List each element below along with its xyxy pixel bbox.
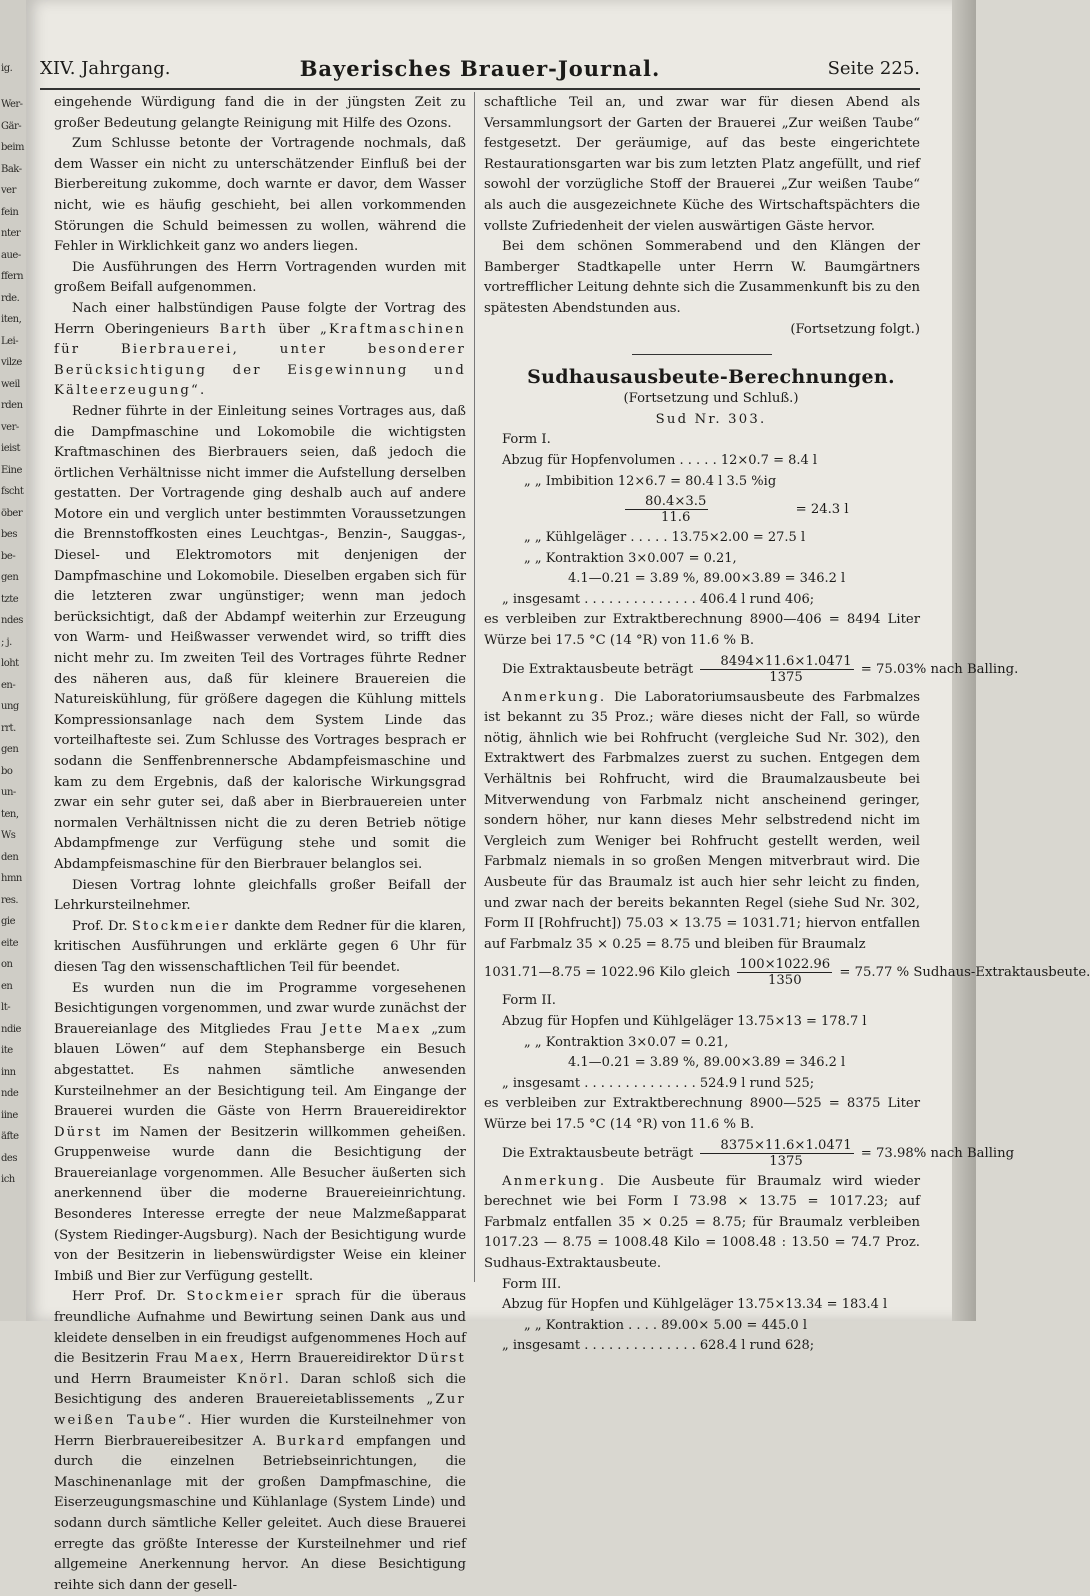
equation-result: = 75.77 % Sudhaus-Extraktausbeute. <box>839 965 1090 981</box>
adjacent-page-fragment: lt- <box>1 1002 11 1013</box>
adjacent-page-fragment: ; j. <box>1 636 12 648</box>
calc-line: 4.1—0.21 = 3.89 %, 89.00×3.89 = 346.2 l <box>568 1055 846 1071</box>
paragraph: Zum Schlusse betonte der Vortragende nochmals, daß dem Wasser ein nicht zu unterschätzender Einfluß bei der Bierbereitung zukomme, doch warnte er davor, dem Wasser nicht, wie es häufig geschieht, bei allen vorkommenden Störungen die Schuld beimessen zu wollen, während die Fehler in Wirklichkeit ganz wo anders liegen. <box>54 136 466 255</box>
calc-line: Abzug für Hopfenvolumen . . . . . 12×0.7 = 8.4 l <box>502 452 818 468</box>
fraction-denominator: 1375 <box>769 669 803 685</box>
volume-label: XIV. Jahrgang. <box>40 58 171 79</box>
adjacent-page-fragment: tzte <box>1 593 19 605</box>
adjacent-page-fragment: fscht <box>1 486 24 497</box>
calc-line: Abzug für Hopfen und Kühlgeläger 13.75×13.34 = 183.4 l <box>502 1297 888 1313</box>
calc-fraction-line <box>484 492 920 528</box>
adjacent-page-fragment: gen <box>1 744 19 755</box>
adjacent-page-fragment: bes <box>1 529 17 540</box>
paragraph: es verbleiben zur Extraktberechnung 8900—525 = 8375 Liter Würze bei 17.5 °C (14 °R) von 11.6 % B. <box>484 1096 920 1132</box>
paragraph-barth <box>54 299 466 402</box>
adjacent-page-fragment: en- <box>1 679 16 691</box>
calc-line: „ „ Kontraktion 3×0.07 = 0.21, <box>524 1034 729 1050</box>
adjacent-page-fragment: un- <box>1 787 16 798</box>
adjacent-page-fragment: on <box>1 959 13 970</box>
fraction-numerator: 8494×11.6×1.0471 <box>700 654 853 670</box>
thanks-text: empfangen und durch die einzelnen Betriebseinrichtungen, die Maschinenanlage mit der großen Dampfmaschine, die Eiserzeugungsmaschine und Kühlanlage (System Linde) und sodann durch sämtliche Keller geleitet. Auch diese Brauerei erregte das größte Interesse der Kursteilnehmer und rief allgemeine Anerkennung hervor. An diese Besichtigung reihte sich dann der gesell- <box>54 1433 466 1593</box>
adjacent-page-fragment: gen <box>1 572 19 583</box>
left-column <box>54 93 466 1596</box>
form-label: Form III. <box>502 1276 562 1292</box>
fraction-denominator: 11.6 <box>661 510 691 526</box>
adjacent-page-fragment: iine <box>1 1109 18 1121</box>
form-label: Form I. <box>502 432 551 448</box>
section-subtitle: (Fortsetzung und Schluß.) <box>623 391 799 407</box>
form-label: Form II. <box>502 993 556 1009</box>
adjacent-page-fragment: ich <box>1 1174 15 1185</box>
adjacent-page-fragment: hmn <box>1 873 22 884</box>
column-divider <box>474 92 475 1282</box>
page-number: Seite 225. <box>827 58 920 79</box>
paragraph: eingehende Würdigung fand die in der jüngsten Zeit zu großer Bedeutung gelangte Reinigung mit Hilfe des Ozons. <box>54 95 466 131</box>
prof-label: Prof. Dr. <box>72 918 128 934</box>
adjacent-page-fragment: en <box>1 980 13 992</box>
note-text: Die Ausbeute für Braumalz wird wieder berechnet wie bei Form I 73.98 × 13.75 = 1017.23; auf Farbmalz entfallen 35 × 0.25 = 8.75; für Braumalz verbleiben 1017.23 — 8.75 = 1008.48 Kilo = 1008.48 : 13.50 = 74.7 Proz. Sudhaus-Extraktausbeute. <box>484 1173 920 1271</box>
equation-result: = 75.03% nach Balling. <box>860 661 1019 677</box>
adjacent-page-fragment: gie <box>1 916 16 927</box>
speaker-name: Stockmeier <box>131 918 231 934</box>
adjacent-page-fragment: ver- <box>1 421 19 433</box>
paragraph: Redner führte in der Einleitung seines Vortrages aus, daß die Dampfmaschine und Lokomobile die wichtigsten Kraftmaschinen des Bierbrauers seien, daß jedoch die örtlichen Verhältnisse nicht immer die Aufstellung derselben gestatten. Der Vortragende ging deshalb auch auf andere Motore ein und verglich unter bestimmten Voraussetzungen die Brennstoffkosten eines Leuchtgas-, Benzin-, Sauggas-, Diesel- und Elektromotors mit denjenigen der Dampfmaschine und Lokomobile. Dieselben ergaben sich für die letzteren zwar ungünstiger; wenn man jedoch berücksichtigt, daß der Abdampf weiterhin zur Erzeugung von Warm- und Heißwasser verwendet wird, so trifft dies nicht mehr zu. Im zweiten Teil des Vortrages führte Redner des näheren aus, daß für kleinere Brauereien die Natureiskühlung, für größere dagegen die Kühlung mittels Kompressionsanlage nach dem System Linde das vorteilhafteste sei. Zum Schlusse des Vortrages besprach er sodann die Senffenbrennersche Abdampfeismaschine und kam zu dem Ergebnis, daß der kalorische Wirkungsgrad zwar ein sehr guter sei, daß aber in Bierbrauereien unter normalen Verhältnissen nicht die zu deren Betrieb nötige Abdampfmenge zur Verfügung stehe und somit die Abdampfeismaschine für den Bierbrauer belanglos sei. <box>54 403 466 872</box>
person-name: Stockmeier <box>186 1289 285 1305</box>
calc-line: „ „ Kühlgeläger . . . . . 13.75×2.00 = 27.5 l <box>524 530 806 546</box>
calc-line: „ „ Imbibition 12×6.7 = 80.4 l 3.5 %ig <box>524 473 777 489</box>
barth-intro: Nach einer halbstündigen Pause folgte der Vortrag des Herrn Oberingenieurs <box>54 300 466 337</box>
fraction-denominator: 1350 <box>768 973 802 989</box>
adjacent-page-fragment: beim <box>1 142 24 153</box>
adjacent-page-fragment: ieist <box>1 443 20 454</box>
equation-text: Die Extraktausbeute beträgt <box>502 1145 694 1161</box>
page-edge-shadow <box>952 0 976 1321</box>
fraction-result: = 24.3 l <box>795 502 849 518</box>
fraction-denominator: 1375 <box>769 1153 803 1169</box>
paragraph-visit <box>54 979 466 1288</box>
section-title: Sudhausausbeute-Berechnungen. <box>527 366 895 389</box>
note-label: Anmerkung. <box>502 1173 607 1189</box>
adjacent-page-fragment: ndie <box>1 1023 21 1035</box>
adjacent-page-strip <box>0 0 26 1321</box>
adjacent-page-fragment: loht <box>1 658 19 669</box>
right-column <box>484 93 1090 1357</box>
paragraph-professor <box>54 917 466 979</box>
adjacent-page-fragment: Wer- <box>1 99 23 110</box>
paragraph: es verbleiben zur Extraktberechnung 8900—406 = 8494 Liter Würze bei 17.5 °C (14 °R) von 11.6 % B. <box>484 612 920 649</box>
fraction <box>700 1138 853 1169</box>
adjacent-page-fragment: be- <box>1 550 16 562</box>
calc-total: „ insgesamt . . . . . . . . . . . . . . 406.4 l rund 406; <box>502 591 815 607</box>
running-header <box>40 58 920 86</box>
lecture-title: „Kraftmaschinen für Bierbrauerei, unter besonderer Berücksichtigung der Eisgewinnung und Kälteerzeugung“. <box>54 321 466 399</box>
adjacent-page-fragment: eite <box>1 937 19 949</box>
person-name: Knörl <box>236 1371 285 1387</box>
continuation-note: (Fortsetzung folgt.) <box>790 321 920 337</box>
fraction <box>700 654 853 685</box>
thanks-text: . Daran schloß sich die Besichtigung des anderen Brauereietablissements <box>54 1371 466 1408</box>
fraction <box>737 957 832 988</box>
thanks-text: sprach für die überaus freundliche Aufnahme und Bewirtung seinen Dank aus und kleidete denselben in ein freudigst aufgenommenes Hoch auf die Besitzerin Frau <box>54 1289 467 1367</box>
adjacent-page-fragment: ten, <box>1 808 19 820</box>
adjacent-page-fragment: äfte <box>1 1131 19 1142</box>
fraction-numerator: 100×1022.96 <box>739 957 831 973</box>
person-name: Burkard <box>275 1433 347 1449</box>
calc-line: „ „ Kontraktion . . . . 89.00× 5.00 = 445.0 l <box>524 1317 807 1333</box>
person-name: Dürst <box>54 1124 103 1140</box>
section-separator <box>632 354 772 355</box>
paragraph-thanks <box>54 1287 466 1596</box>
adjacent-page-fragment: rrt. <box>1 722 16 734</box>
adjacent-page-fragment: Lei- <box>1 335 19 347</box>
adjacent-page-fragment: ffern <box>1 271 24 282</box>
visit-text: Es wurden nun die im Programme vorgesehenen Besichtigungen vorgenommen, und zwar wurde zunächst der Brauereianlage des Mitgliedes Frau <box>54 980 466 1037</box>
adjacent-page-fragment: ver <box>1 185 16 196</box>
yield-equation <box>484 652 1019 688</box>
calc-line: Abzug für Hopfen und Kühlgeläger 13.75×13 = 178.7 l <box>502 1013 867 1029</box>
sud-number: Sud Nr. 303. <box>655 411 767 427</box>
adjacent-page-fragment: Ws <box>1 830 16 841</box>
speaker-name: Barth <box>219 321 269 337</box>
equation-text: 1031.71—8.75 = 1022.96 Kilo gleich <box>484 965 731 981</box>
thanks-text: und Herrn Braumeister <box>54 1371 226 1387</box>
note-paragraph <box>484 688 920 956</box>
calc-total: „ insgesamt . . . . . . . . . . . . . . 524.9 l rund 525; <box>502 1075 815 1091</box>
adjacent-page-fragment: ig. <box>1 63 13 74</box>
equation-result: = 73.98% nach Balling <box>860 1145 1015 1161</box>
adjacent-page-fragment: Bak- <box>1 163 22 175</box>
fraction-numerator: 80.4×3.5 <box>625 494 708 510</box>
person-name: Maex <box>194 1351 240 1367</box>
adjacent-page-fragment: ndes <box>1 615 23 626</box>
note-paragraph <box>484 1172 920 1275</box>
adjacent-page-fragment: rden <box>1 400 23 411</box>
adjacent-page-fragment: den <box>1 851 19 863</box>
paragraph: Die Ausführungen des Herrn Vortragenden wurden mit großem Beifall aufgenommen. <box>54 259 466 296</box>
person-name: Dürst <box>417 1351 466 1367</box>
fraction-numerator: 8375×11.6×1.0471 <box>700 1138 853 1154</box>
adjacent-page-fragment: Eine <box>1 464 22 476</box>
adjacent-page-fragment: ung <box>1 701 19 712</box>
note-text: Die Laboratoriumsausbeute des Farbmalzes ist bekannt zu 35 Proz.; wäre dieses nicht der Fall, so würde nötig, ähnlich wie bei Rohfrucht (vergleiche Sud Nr. 302), den Extraktwert des Farbmalzes zuerst zu suchen. Entgegen dem Verhältnis bei Rohfrucht, wird die Braumalzausbeute bei Mitverwendung von Farbmalz nicht anscheinend geringer, sondern höher, nur kann dieses Mehr selbstredend nicht im Vergleich zum Weniger bei Rohfrucht gestellt werden, weil Farbmalz niemals in so großen Mengen mitverbraut wird. Die Ausbeute für das Braumalz ist auch hier sehr leicht zu finden, und zwar nach der bereits bekannten Regel (siehe Sud Nr. 302, Form II [Rohfrucht]) 75.03 × 13.75 = 1031.71; hiervon entfallen auf Farbmalz 35 × 0.25 = 8.75 und bleiben für Braumalz <box>484 689 921 952</box>
adjacent-page-fragment: nde <box>1 1088 19 1099</box>
paragraph: Diesen Vortrag lohnte gleichfalls großer Beifall der Lehrkursteilnehmer. <box>54 877 466 914</box>
fraction <box>625 494 708 525</box>
prof-rest: dankte dem Redner für die klaren, kritischen Ausführungen und erklärte gegen 6 Uhr für diesen Tag den wissenschaftlichen Teil für beendet. <box>54 918 466 975</box>
equation-text: Die Extraktausbeute beträgt <box>502 661 694 677</box>
paragraph: schaftliche Teil an, und zwar war für diesen Abend als Versammlungsort der Garten der Brauerei „Zur weißen Taube“ festgesetzt. Der geräumige, auf das beste eingerichtete Restaurationsgarten war bis zum letzten Platz angefüllt, und rief sowohl der vorzügliche Stoff der Brauerei „Zur weißen Taube“ als auch die ausgezeichnete Küche des Wirtschaftspächters die vollste Zufriedenheit der vielen auswärtigen Gäste hervor. <box>484 95 920 234</box>
calc-total: „ insgesamt . . . . . . . . . . . . . . 628.4 l rund 628; <box>502 1338 815 1354</box>
adjacent-page-fragment: des <box>1 1152 17 1164</box>
note-label: Anmerkung. <box>502 689 607 705</box>
calc-line: „ „ Kontraktion 3×0.007 = 0.21, <box>524 550 737 566</box>
adjacent-page-fragment: aue- <box>1 249 21 261</box>
thanks-text: . Hier wurden die Kursteilnehmer von Herrn Bierbrauereibesitzer A. <box>54 1413 466 1449</box>
adjacent-page-fragment: bo <box>1 765 13 777</box>
adjacent-page-fragment: fein <box>1 206 19 218</box>
adjacent-page-fragment: rde. <box>1 292 20 304</box>
adjacent-page-fragment: ite <box>1 1045 13 1056</box>
adjacent-page-fragment: res. <box>1 894 19 906</box>
adjacent-page-fragment: iten, <box>1 314 22 325</box>
thanks-text: , Herrn Brauereidirektor <box>239 1351 411 1367</box>
adjacent-page-fragment: weil <box>1 378 20 390</box>
thanks-text: Herr Prof. Dr. <box>72 1289 177 1305</box>
adjacent-page-fragment: nter <box>1 228 21 239</box>
calc-line: 4.1—0.21 = 3.89 %, 89.00×3.89 = 346.2 l <box>568 571 846 587</box>
person-name: Jette Maex <box>321 1021 422 1037</box>
journal-title: Bayerisches Brauer-Journal. <box>299 56 661 81</box>
visit-text: „zum blauen Löwen“ auf dem Stephansberge ein Besuch abgestattet. Es nahmen sämtliche anwesenden Kursteilnehmer an der Besichtigung teil. Am Eingange der Brauerei wurden die Gäste von Herrn Brauereidirektor <box>54 1021 466 1120</box>
yield-equation <box>484 1136 1015 1172</box>
paragraph: Bei dem schönen Sommerabend und den Klängen der Bamberger Stadtkapelle unter Herrn W. Baumgärtners vortrefflicher Leitung dehnte sich die Zusammenkunft bis zu den spätesten Abendstunden aus. <box>484 239 920 316</box>
adjacent-page-fragment: inn <box>1 1066 16 1078</box>
note-equation <box>484 955 1090 991</box>
visit-text: im Namen der Besitzerin willkommen geheißen. Gruppenweise wurde dann die Besichtigung der Brauereianlage vorgenommen. Alle Besucher äußerten sich anerkennend über die moderne Brauereieinrichtung. Besonderes Interesse erregte der neue Malzmeßapparat (System Riedinger-Augsburg). Nach der Besichtigung wurde von der Besitzerin in liebenswürdigster Weise ein kleiner Imbiß und Bier zur Verfügung gestellt. <box>54 1124 466 1284</box>
barth-mid: über <box>278 321 310 337</box>
adjacent-page-fragment: vilze <box>1 357 22 368</box>
header-rule <box>40 88 920 90</box>
brewery-name: „Zur weißen Taube“ <box>54 1392 466 1428</box>
adjacent-page-fragment: Gär- <box>1 120 22 132</box>
adjacent-page-fragment: öber <box>1 507 23 519</box>
